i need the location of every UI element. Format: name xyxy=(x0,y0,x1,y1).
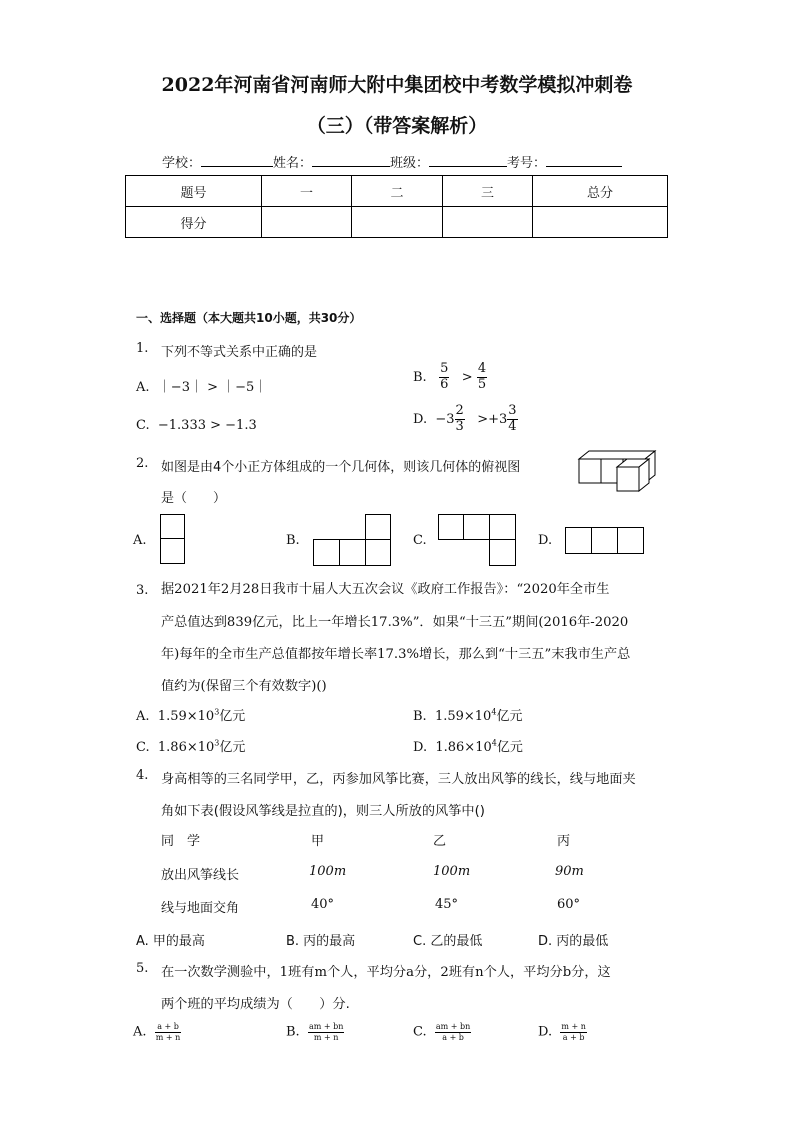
option-label: C. xyxy=(136,740,150,755)
option-label: C. xyxy=(413,1024,427,1040)
q2-option-a-label[interactable]: A. xyxy=(133,533,147,548)
square xyxy=(339,539,366,566)
square xyxy=(489,539,516,566)
denominator: a + b xyxy=(442,1032,464,1042)
q4-table-cell: 90m xyxy=(555,864,584,879)
denominator: 4 xyxy=(508,418,517,434)
square xyxy=(313,539,340,566)
numerator: 5 xyxy=(440,361,449,376)
q4-option-b[interactable]: B. 丙的最高 xyxy=(286,934,356,949)
q1-option-a[interactable] xyxy=(136,376,267,395)
fraction xyxy=(439,362,449,393)
denominator: m + n xyxy=(155,1032,181,1042)
numerator: am + bn xyxy=(308,1022,344,1031)
operator: >+3 xyxy=(477,411,508,427)
page-subtitle: （三）（带答案解析） xyxy=(306,115,488,137)
q4-option-d[interactable]: D. 丙的最低 xyxy=(538,934,609,949)
option-unit: 亿元 xyxy=(219,740,246,755)
numerator: a + b xyxy=(155,1022,182,1033)
q2-stem-line2: 是（ ） xyxy=(161,491,227,506)
q4-number: 4. xyxy=(136,768,149,783)
score-header: 二 xyxy=(352,176,443,207)
q3-line1: 据2021年2月28日我市十届人大五次会议《政府工作报告》：“2020年全市生 xyxy=(161,582,610,597)
numerator: 3 xyxy=(508,403,517,418)
school-field[interactable] xyxy=(201,154,273,167)
denominator: a + b xyxy=(562,1032,585,1042)
fraction xyxy=(477,362,487,393)
q3-option-b[interactable] xyxy=(413,705,522,724)
school-label: 学校： xyxy=(162,156,202,171)
q2-stem-line1: 如图是由4个小正方体组成的一个几何体，则该几何体的俯视图 xyxy=(161,460,521,475)
option-unit: 亿元 xyxy=(219,709,246,724)
q4-line2: 角如下表(假设风筝线是拉直的)，则三人所放的风筝中() xyxy=(161,804,485,819)
option-unit: 亿元 xyxy=(496,740,523,755)
score-header: 三 xyxy=(443,176,533,207)
q4-table-cell: 甲 xyxy=(311,834,325,849)
score-header: 总分 xyxy=(533,176,668,207)
option-label: D. xyxy=(413,740,428,755)
square xyxy=(565,527,592,554)
q2-option-d-label[interactable]: D. xyxy=(538,533,553,548)
option-label: B. xyxy=(413,369,427,385)
cube-figure xyxy=(575,449,661,495)
q4-table-cell: 同 学 xyxy=(161,834,201,849)
denominator: m + n xyxy=(313,1032,339,1042)
option-label: A. xyxy=(133,1024,147,1040)
square xyxy=(160,538,185,564)
option-label: D. xyxy=(413,411,428,427)
option-text: −1.333 > −1.3 xyxy=(157,418,257,433)
page-title: 2022年河南省河南师大附中集团校中考数学模拟冲刺卷 xyxy=(161,74,633,96)
score-cell[interactable] xyxy=(262,207,352,238)
option-label: B. xyxy=(286,1024,300,1040)
fraction xyxy=(507,404,517,435)
q4-table-cell: 60° xyxy=(557,897,581,912)
numerator: m + n xyxy=(561,1022,586,1031)
option-exponent: 4 xyxy=(491,738,497,748)
square xyxy=(365,514,391,540)
q4-table-cell: 100m xyxy=(309,864,347,879)
option-unit: 亿元 xyxy=(496,709,523,724)
q3-line4: 值约为(保留三个有效数字)() xyxy=(161,679,327,694)
option-exponent: 3 xyxy=(214,738,220,748)
q2-number: 2. xyxy=(136,456,149,471)
q3-option-a[interactable] xyxy=(136,705,245,724)
q4-option-c[interactable]: C. 乙的最低 xyxy=(413,934,483,949)
name-field[interactable] xyxy=(312,154,390,167)
q4-table-cell: 放出风筝线长 xyxy=(161,868,240,883)
class-label: 班级： xyxy=(390,156,430,171)
score-header: 一 xyxy=(262,176,352,207)
exam-no-label: 考号： xyxy=(507,156,547,171)
fraction xyxy=(455,404,465,435)
square xyxy=(160,514,185,539)
option-base: 1.86×10 xyxy=(435,740,492,755)
score-header: 题号 xyxy=(126,176,262,207)
score-row-label: 得分 xyxy=(126,207,262,238)
square xyxy=(438,514,464,540)
denominator: 3 xyxy=(455,418,464,434)
q4-option-a[interactable]: A. 甲的最高 xyxy=(136,934,205,949)
q5-number: 5. xyxy=(136,961,149,976)
q5-option-d[interactable] xyxy=(538,1022,587,1042)
fraction xyxy=(560,1022,587,1042)
q3-number: 3. xyxy=(136,583,149,598)
q2-option-c-label[interactable]: C. xyxy=(413,533,427,548)
q4-table-cell: 线与地面交角 xyxy=(161,901,240,916)
info-line xyxy=(162,152,622,171)
q4-table-cell: 45° xyxy=(435,897,459,912)
fraction xyxy=(308,1022,344,1042)
option-label: D. xyxy=(538,1024,553,1040)
option-label: C. xyxy=(136,418,150,433)
fraction xyxy=(435,1022,471,1042)
q1-number: 1. xyxy=(136,341,149,356)
q3-line3: 年)每年的全市生产总值都按年增长率17.3%增长，那么到“十三五”末我市生产总 xyxy=(161,647,631,662)
q4-line1: 身高相等的三名同学甲，乙，丙参加风筝比赛，三人放出风筝的线长，线与地面夹 xyxy=(161,772,636,787)
q3-line2: 产总值达到839亿元，比上一年增长17.3%”．如果“十三五”期间(2016年-2020 xyxy=(161,615,629,630)
q5-option-c[interactable] xyxy=(413,1022,471,1042)
square xyxy=(591,527,618,554)
q2-option-b-label[interactable]: B. xyxy=(286,533,300,548)
q4-table-cell: 丙 xyxy=(557,834,571,849)
square xyxy=(365,539,391,566)
option-base: 1.59×10 xyxy=(434,709,492,724)
q1-option-d[interactable] xyxy=(413,404,518,435)
q5-line2: 两个班的平均成绩为（ ）分. xyxy=(161,997,350,1012)
option-base: 1.86×10 xyxy=(157,740,215,755)
square xyxy=(463,514,490,540)
option-label: B. xyxy=(413,709,427,724)
q3-option-d[interactable] xyxy=(413,736,523,755)
option-base: 1.59×10 xyxy=(157,709,215,724)
q4-table-cell: 40° xyxy=(311,897,335,912)
option-exponent: 3 xyxy=(214,707,220,717)
class-field[interactable] xyxy=(429,154,507,167)
option-label: A. xyxy=(136,380,150,395)
square xyxy=(617,527,644,554)
numerator: 2 xyxy=(455,403,464,418)
option-text: ｜−3｜ > ｜−5｜ xyxy=(157,380,268,395)
section-title: 一、选择题（本大题共10小题，共30分） xyxy=(136,311,362,325)
option-label: A. xyxy=(136,709,150,724)
q1-option-c[interactable] xyxy=(136,418,257,433)
score-cell[interactable] xyxy=(352,207,443,238)
q4-table-cell: 100m xyxy=(433,864,471,879)
numerator: am + bn xyxy=(435,1022,471,1031)
q4-table-cell: 乙 xyxy=(433,834,447,849)
numerator: 4 xyxy=(477,361,487,376)
q1-option-b[interactable] xyxy=(413,362,487,393)
q5-line1: 在一次数学测验中，1班有m个人，平均分a分，2班有n个人，平均分b分，这 xyxy=(161,965,611,980)
q5-option-a[interactable] xyxy=(133,1022,181,1042)
denominator: 5 xyxy=(477,376,487,392)
score-table xyxy=(125,175,668,238)
denominator: 6 xyxy=(440,376,449,392)
score-cell[interactable] xyxy=(443,207,533,238)
whole-part: −3 xyxy=(435,411,455,427)
q1-stem: 下列不等式关系中正确的是 xyxy=(161,345,318,360)
option-exponent: 4 xyxy=(491,707,497,717)
exam-no-field[interactable] xyxy=(546,154,622,167)
q5-option-b[interactable] xyxy=(286,1022,344,1042)
q3-option-c[interactable] xyxy=(136,736,245,755)
score-cell[interactable] xyxy=(533,207,668,238)
operator: > xyxy=(461,369,473,385)
fraction xyxy=(155,1022,182,1042)
square xyxy=(489,514,516,540)
name-label: 姓名： xyxy=(273,156,313,171)
